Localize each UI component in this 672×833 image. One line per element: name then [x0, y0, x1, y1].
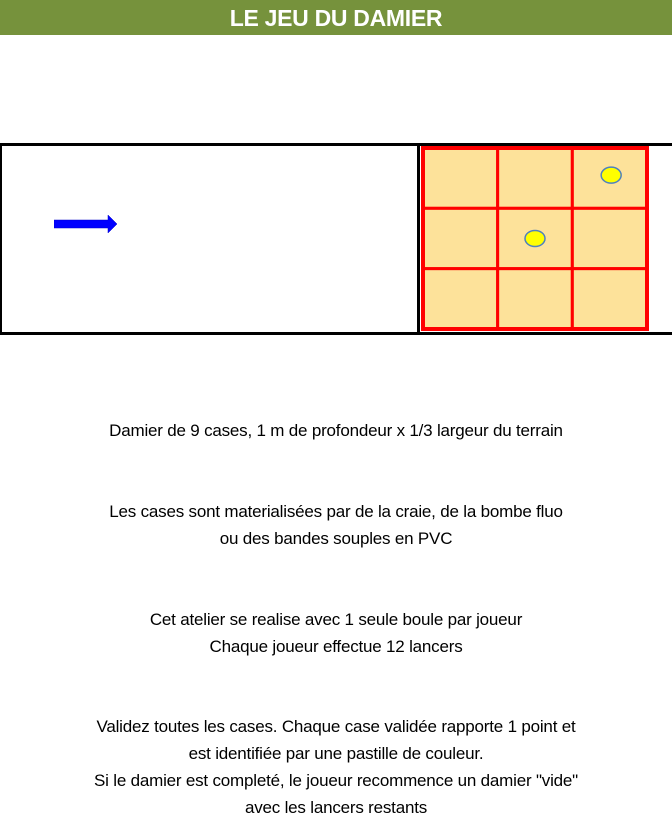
paragraph-line: Chaque joueur effectue 12 lancers: [209, 637, 463, 656]
paragraph-line: ou des bandes souples en PVC: [219, 529, 453, 548]
damier-cell-r2-c3: [572, 208, 647, 268]
paragraph-materials: [0, 498, 672, 552]
terrain-divider-line: [417, 143, 420, 335]
damier-cell-r3-c1: [423, 269, 498, 329]
damier-cell-r1-c2: [498, 148, 573, 208]
validated-marker-icon: [601, 167, 621, 183]
paragraph-line: Cet atelier se realise avec 1 seule boule par joueur: [149, 610, 523, 629]
paragraph-line: avec les lancers restants: [244, 798, 428, 817]
damier-cell-r1-c1: [423, 148, 498, 208]
paragraph-line: Les cases sont materialisées par de la craie, de la bombe fluo: [109, 502, 563, 521]
damier-grid: [421, 146, 649, 331]
paragraph-line: Damier de 9 cases, 1 m de profondeur x 1/3 largeur du terrain: [109, 421, 563, 440]
right-arrow-icon: [54, 214, 118, 234]
damier-cell-r3-c2: [498, 269, 573, 329]
validated-marker-icon: [525, 231, 545, 247]
page-title: LE JEU DU DAMIER: [0, 0, 672, 35]
paragraph-rules: [0, 606, 672, 660]
paragraph-dimensions: [0, 417, 672, 444]
paragraph-line: est identifiée par une pastille de couleur.: [188, 744, 484, 763]
paragraph-line: Si le damier est completé, le joueur recommence un damier "vide": [94, 771, 578, 790]
paragraph-scoring: [0, 713, 672, 821]
damier-cell-r3-c3: [572, 269, 647, 329]
damier-grid-svg: [421, 146, 649, 331]
damier-cell-r2-c1: [423, 208, 498, 268]
paragraph-line: Validez toutes les cases. Chaque case validée rapporte 1 point et: [96, 717, 576, 736]
